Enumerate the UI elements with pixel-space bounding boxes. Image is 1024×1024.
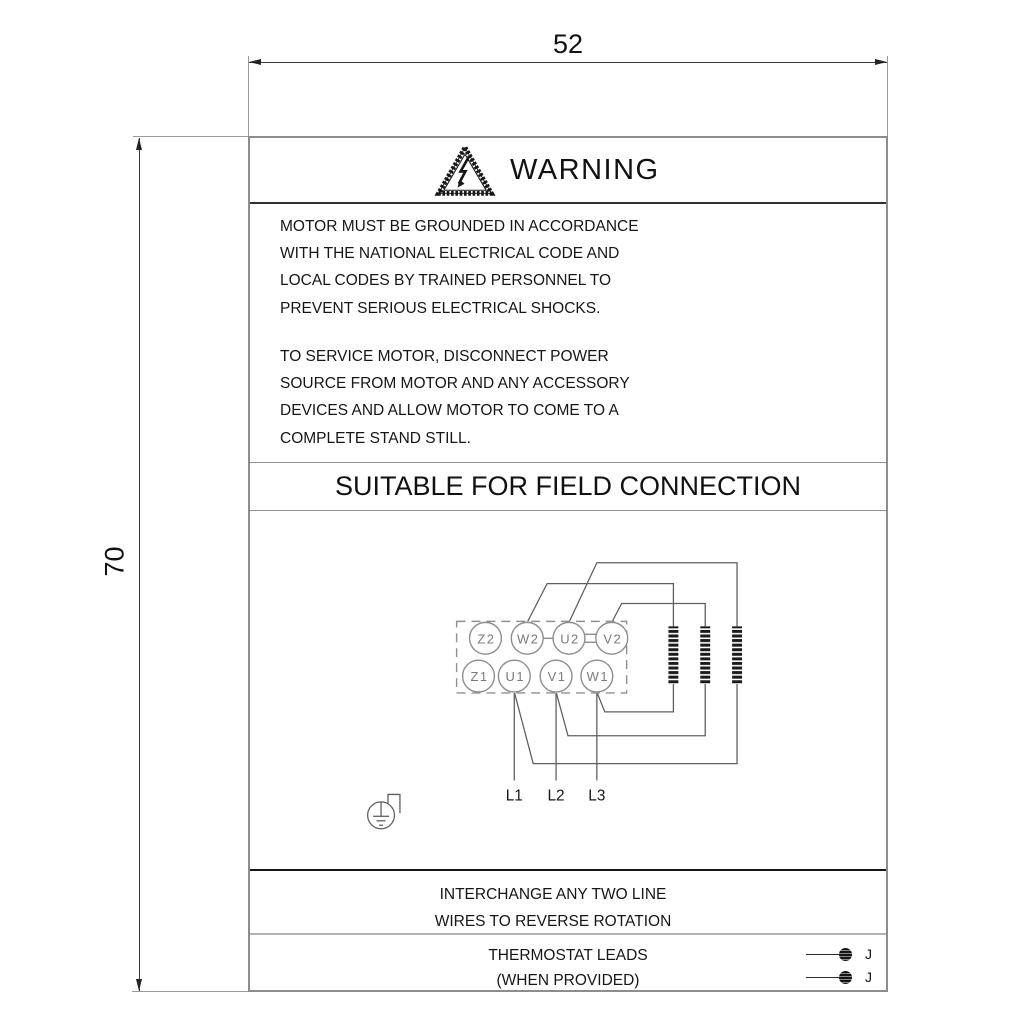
service-paragraph: TO SERVICE MOTOR, DISCONNECT POWER SOURCE FROM MOTOR AND ANY ACCESSORY DEVICES AND ALLOW MOTOR TO COME TO A COMPLETE STAND STILL. bbox=[280, 348, 630, 447]
dim-arrow-up-icon bbox=[136, 138, 142, 150]
lead-terminal-icon bbox=[839, 948, 852, 961]
lead-2-label: J bbox=[865, 969, 872, 985]
warning-title: WARNING bbox=[510, 154, 660, 186]
dim-arrow-left-icon bbox=[249, 59, 261, 65]
thermostat-lead-2 bbox=[806, 970, 872, 984]
terminal-v1-label: V1 bbox=[547, 669, 567, 685]
interchange-note: INTERCHANGE ANY TWO LINE WIRES TO REVERSE ROTATION bbox=[434, 886, 672, 930]
terminal-v2-label: V2 bbox=[603, 631, 623, 647]
terminal-w1-label: W1 bbox=[586, 669, 610, 685]
terminal-w2-label: W2 bbox=[517, 631, 540, 647]
field-connection-heading: SUITABLE FOR FIELD CONNECTION bbox=[250, 462, 886, 511]
terminal-u1-label: U1 bbox=[505, 669, 526, 685]
extension-line-right bbox=[887, 56, 888, 136]
warning-header-section bbox=[250, 138, 886, 204]
wiring-diagram bbox=[250, 511, 886, 869]
line-l3-label: L3 bbox=[588, 787, 606, 805]
height-dimension-value: 70 bbox=[99, 546, 130, 577]
height-dimension-line bbox=[139, 138, 140, 991]
wire-u2-coil3 bbox=[569, 563, 737, 627]
extension-line-bottom bbox=[132, 991, 248, 992]
coil-1 bbox=[668, 626, 678, 684]
wire-w2-coil1 bbox=[527, 584, 673, 627]
width-dimension-value: 52 bbox=[552, 29, 584, 59]
lead-terminal-icon bbox=[839, 971, 852, 984]
thermostat-note-section bbox=[250, 937, 886, 990]
coil-3 bbox=[732, 626, 742, 684]
coil-2 bbox=[700, 626, 710, 684]
wire-coil3-u1 bbox=[514, 684, 737, 764]
terminal-z1-label: Z1 bbox=[470, 669, 489, 685]
wiring-diagram-section bbox=[250, 511, 886, 871]
warning-label-plate bbox=[248, 136, 888, 992]
thermostat-note: THERMOSTAT LEADS (WHEN PROVIDED) bbox=[488, 947, 648, 989]
lead-1-label: J bbox=[865, 946, 872, 962]
ground-symbol-icon bbox=[368, 794, 400, 828]
terminal-z2-label: Z2 bbox=[477, 631, 496, 647]
grounding-paragraph: MOTOR MUST BE GROUNDED IN ACCORDANCE WITH THE NATIONAL ELECTRICAL CODE AND LOCAL CODES BY TRAINED PERSONNEL TO PREVENT SERIOUS ELECTRICAL SHOCKS. bbox=[280, 218, 639, 317]
interchange-note-section bbox=[250, 873, 886, 935]
line-l1-label: L1 bbox=[505, 787, 523, 805]
electrical-hazard-icon bbox=[434, 145, 496, 196]
extension-line-top bbox=[133, 136, 248, 137]
width-dimension-line bbox=[249, 62, 887, 63]
warning-body-section bbox=[250, 206, 886, 462]
dim-arrow-right-icon bbox=[875, 59, 887, 65]
dim-arrow-down-icon bbox=[136, 979, 142, 991]
line-l2-label: L2 bbox=[547, 787, 565, 805]
lead-wire-icon bbox=[806, 954, 839, 955]
lead-wire-icon bbox=[806, 977, 839, 978]
thermostat-lead-1 bbox=[806, 947, 872, 961]
extension-line-left bbox=[248, 56, 249, 136]
terminal-u2-label: U2 bbox=[560, 631, 580, 647]
